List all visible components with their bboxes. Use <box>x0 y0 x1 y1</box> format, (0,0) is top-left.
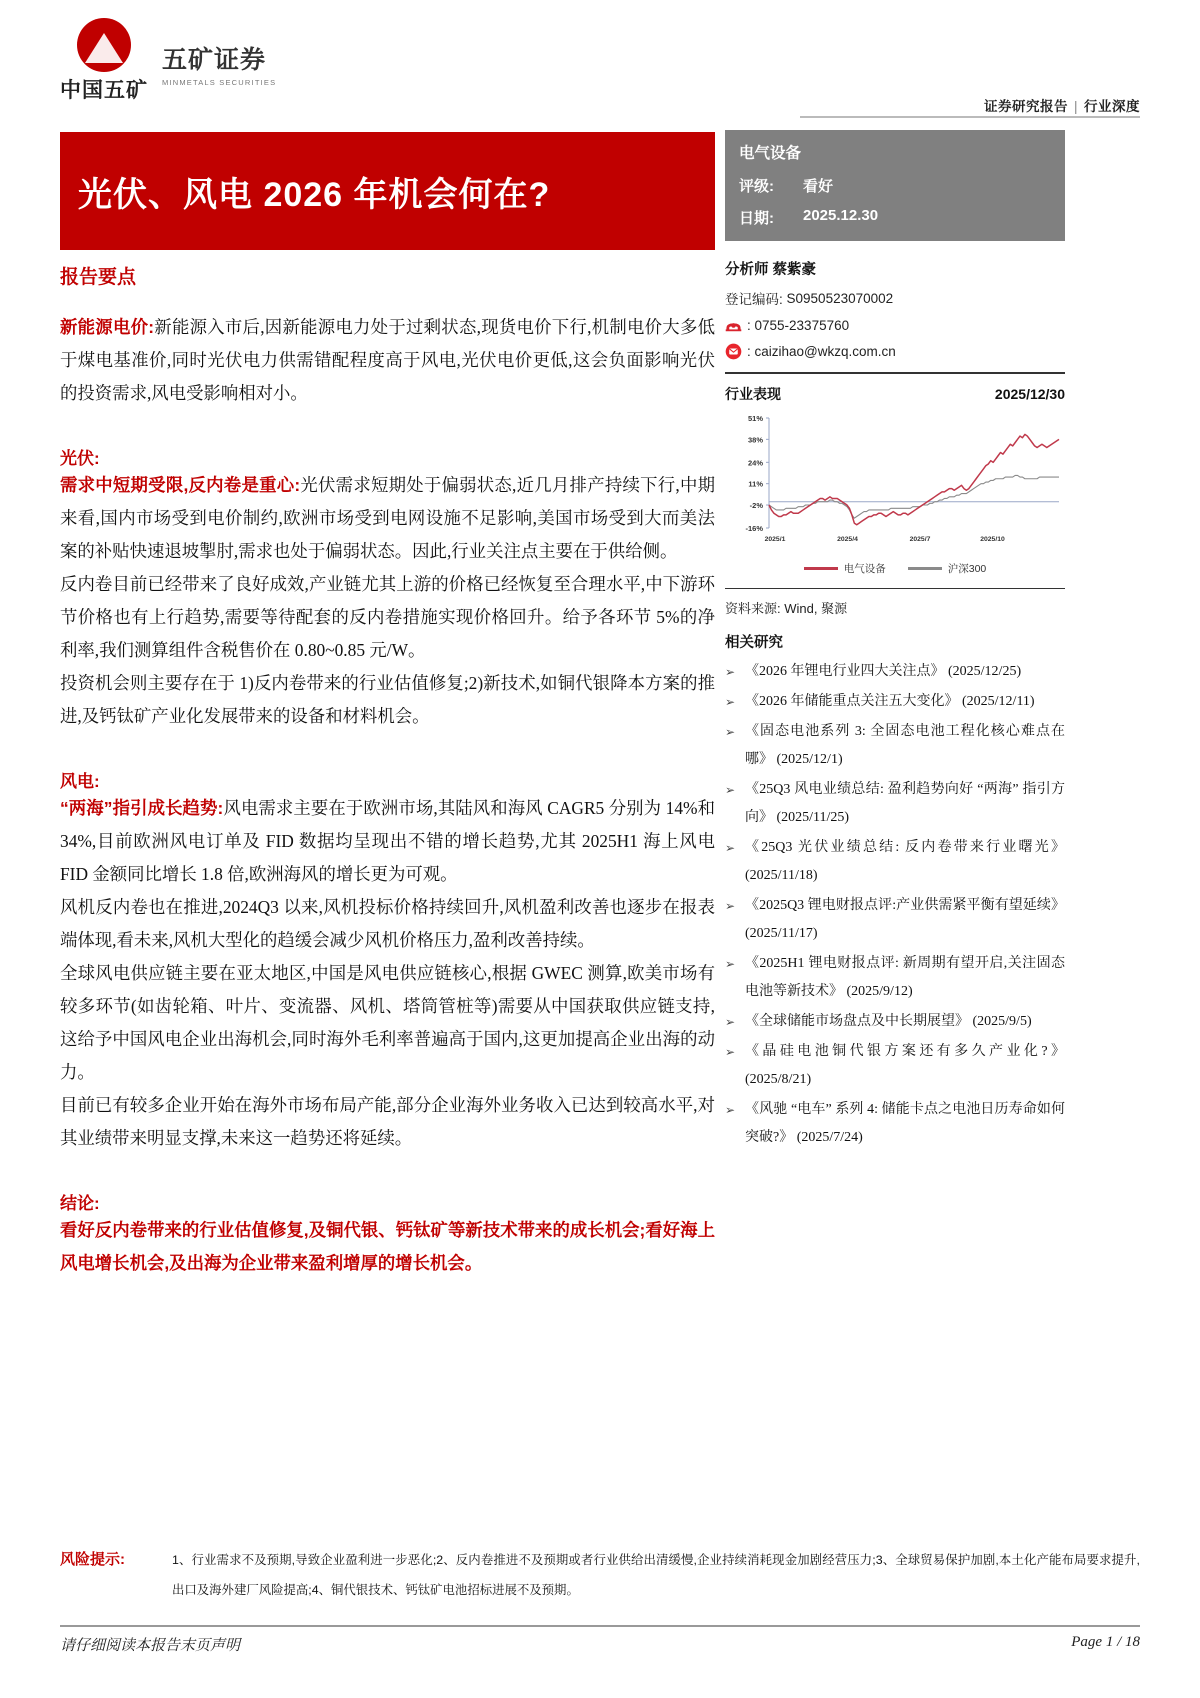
sidebar-column <box>725 130 1065 1154</box>
company-logo <box>60 18 276 104</box>
chart-title: 行业表现 <box>725 385 781 402</box>
related-research-item[interactable] <box>725 1008 1065 1036</box>
lead-wind-demand: “两海”指引成长趋势: <box>60 798 224 818</box>
svg-text:38%: 38% <box>747 434 763 444</box>
telephone-icon <box>725 317 742 334</box>
lead-pv-demand: 需求中短期受限,反内卷是重心: <box>60 475 301 495</box>
rating-row <box>739 175 1051 196</box>
date-value: 2025.12.30 <box>803 207 879 224</box>
related-research-item[interactable] <box>725 776 1065 832</box>
paragraph-pv-opportunity: 投资机会则主要存在于 1)反内卷带来的行业估值修复;2)新技术,如铜代银降本方案的推进,及钙钛矿产业化发展带来的设备和材料机会。 <box>60 673 715 726</box>
svg-text:51%: 51% <box>747 413 763 423</box>
risk-warning <box>60 1545 1140 1605</box>
footer-divider <box>60 1625 1140 1627</box>
svg-text:2025/1: 2025/1 <box>764 535 786 543</box>
related-research-text: 《2025H1 锂电财报点评: 新周期有望开启,关注固态电池等新技术》 (2025/9/12) <box>745 956 1065 999</box>
logo-left-group <box>60 18 148 104</box>
pv-section-heading: 光伏: <box>60 449 100 468</box>
industry-info-box <box>725 130 1065 241</box>
legend-swatch-1 <box>908 567 942 570</box>
related-research-text: 《2026 年锂电行业四大关注点》 (2025/12/25) <box>745 664 1022 679</box>
related-research-item[interactable] <box>725 1096 1065 1152</box>
arrow-bullet-icon: ➢ <box>725 841 736 855</box>
analyst-phone-row <box>725 317 1065 334</box>
chart-source: 资料来源: Wind, 聚源 <box>725 601 848 616</box>
chart-header <box>725 384 1065 404</box>
header-divider <box>800 116 1140 118</box>
page-footer <box>60 1634 1140 1655</box>
logo-company-cn: 中国五矿 <box>60 79 148 102</box>
rating-label: 评级: <box>739 178 774 195</box>
lead-power-price: 新能源电价: <box>60 317 155 337</box>
arrow-bullet-icon: ➢ <box>725 695 736 709</box>
chart-date: 2025/12/30 <box>994 385 1065 402</box>
related-research-item[interactable] <box>725 1038 1065 1094</box>
analyst-block <box>725 258 1065 360</box>
related-research-item[interactable] <box>725 718 1065 774</box>
phone-colon: : <box>747 318 755 333</box>
paragraph-wind-overseas: 目前已有较多企业开始在海外市场布局产能,部分企业海外业务收入已达到较高水平,对其业绩带来明显支撑,未来这一趋势还将延续。 <box>60 1095 715 1148</box>
date-label: 日期: <box>739 210 774 227</box>
arrow-bullet-icon: ➢ <box>725 1103 736 1117</box>
summary-heading: 报告要点 <box>60 267 137 288</box>
summary-column <box>60 262 715 1280</box>
related-research-text: 《全球储能市场盘点及中长期展望》 (2025/9/5) <box>745 1014 1032 1029</box>
conclusion-body: 看好反内卷带来的行业估值修复,及铜代银、钙钛矿等新技术带来的成长机会;看好海上风电增长机会,及出海为企业带来盈利增厚的增长机会。 <box>60 1220 715 1273</box>
text-power-price: 新能源入市后,因新能源电力处于过剩状态,现货电价下行,机制电价大多低于煤电基准价,同时光伏电力供需错配程度高于风电,光伏电价更低,这会负面影响光伏的投资需求,风电受影响相对小。 <box>60 317 716 403</box>
header-separator: | <box>1073 99 1078 114</box>
wind-section-heading: 风电: <box>60 772 100 791</box>
related-research-text: 《风驰 “电车” 系列 4: 储能卡点之电池日历寿命如何突破?》 (2025/7/24) <box>745 1102 1065 1145</box>
email-icon <box>725 343 742 360</box>
arrow-bullet-icon: ➢ <box>725 899 736 913</box>
paragraph-pv-antiinvolution: 反内卷目前已经带来了良好成效,产业链尤其上游的价格已经恢复至合理水平,中下游环节价格也有上行趋势,需要等待配套的反内卷措施实现价格回升。给予各环节 5%的净利率,我们测算组件含税售价在 0.80~0.85 元/W。 <box>60 574 715 660</box>
industry-name: 电气设备 <box>739 145 802 162</box>
arrow-bullet-icon: ➢ <box>725 1045 736 1059</box>
legend-item-0 <box>804 561 886 576</box>
paragraph-wind-demand <box>60 792 715 891</box>
paragraph-wind-supplychain: 全球风电供应链主要在亚太地区,中国是风电供应链核心,根据 GWEC 测算,欧美市场有较多环节(如齿轮箱、叶片、变流器、风机、塔筒管桩等)需要从中国获取供应链支持,这给予中国风电企业出海机会,同时海外毛利率普遍高于国内,这更加提高企业出海的动力。 <box>60 963 715 1082</box>
related-research-text: 《25Q3 光伏业绩总结: 反内卷带来行业曙光》 (2025/11/18) <box>745 840 1065 883</box>
related-research-item[interactable] <box>725 688 1065 716</box>
arrow-bullet-icon: ➢ <box>725 957 736 971</box>
title-banner <box>60 132 715 250</box>
logo-securities-cn: 五矿证券 <box>162 45 267 74</box>
svg-text:2025/7: 2025/7 <box>909 535 931 543</box>
risk-label: 风险提示: <box>60 1551 125 1568</box>
paragraph-power-price <box>60 311 715 410</box>
registration-value: S0950523070002 <box>786 290 894 306</box>
svg-text:11%: 11% <box>748 479 763 489</box>
related-research-text: 《晶硅电池铜代银方案还有多久产业化?》 (2025/8/21) <box>745 1044 1065 1087</box>
footer-page-number: Page 1 / 18 <box>1071 1634 1140 1650</box>
legend-label-1: 沪深300 <box>947 562 987 575</box>
logo-right-group <box>162 40 276 87</box>
chart-svg <box>725 410 1065 550</box>
chart-legend <box>725 561 1065 576</box>
brand-header <box>60 0 1140 100</box>
legend-swatch-0 <box>804 567 838 570</box>
text-pv-demand: 光伏需求短期处于偏弱状态,近几月排产持续下行,中期来看,国内市场受到电价制约,欧洲市场受到电网设施不足影响,美国市场受到大而美法案的补贴快速退坡掣肘,需求也处于偏弱状态。因此,行业关注点主要在于供给侧。 <box>60 475 715 561</box>
doc-category-label: 行业深度 <box>1084 99 1140 114</box>
analyst-phone: 0755-23375760 <box>754 318 850 333</box>
arrow-bullet-icon: ➢ <box>725 1015 736 1029</box>
paragraph-pv-demand <box>60 469 715 568</box>
document-type-header <box>984 95 1140 115</box>
related-research-item[interactable] <box>725 834 1065 890</box>
date-row <box>739 207 1051 228</box>
minmetals-emblem-icon <box>77 18 131 72</box>
related-research-text: 《固态电池系列 3: 全固态电池工程化核心难点在哪》 (2025/12/1) <box>745 724 1065 767</box>
conclusion-heading: 结论: <box>60 1194 100 1213</box>
related-research-text: 《25Q3 风电业绩总结: 盈利趋势向好 “两海” 指引方向》 (2025/11/25) <box>745 782 1065 825</box>
analyst-name: 分析师 蔡紫豪 <box>725 262 817 278</box>
svg-text:24%: 24% <box>747 457 763 467</box>
legend-label-0: 电气设备 <box>843 562 886 575</box>
paragraph-wind-turbine: 风机反内卷也在推进,2024Q3 以来,风机投标价格持续回升,风机盈利改善也逐步在报表端体现,看未来,风机大型化的趋缓会减少风机价格压力,盈利改善持续。 <box>60 897 715 950</box>
arrow-bullet-icon: ➢ <box>725 783 736 797</box>
analyst-email[interactable]: caizihao@wkzq.com.cn <box>754 344 896 359</box>
arrow-bullet-icon: ➢ <box>725 665 736 679</box>
sidebar-divider-chart <box>725 588 1065 590</box>
related-research-text: 《2025Q3 锂电财报点评:产业供需紧平衡有望延续》 (2025/11/17) <box>745 898 1065 941</box>
email-colon: : <box>747 344 755 359</box>
risk-body: 1、行业需求不及预期,导致企业盈利进一步恶化;2、反内卷推进不及预期或者行业供给出清缓慢,企业持续消耗现金加剧经营压力;3、全球贸易保护加剧,本土化产能布局要求提升,出口及海外建厂风险提高;4、铜代银技术、钙钛矿电池招标进展不及预期。 <box>172 1553 1140 1597</box>
svg-text:-2%: -2% <box>749 500 763 510</box>
related-research-text: 《2026 年储能重点关注五大变化》 (2025/12/11) <box>745 694 1035 709</box>
svg-text:2025/10: 2025/10 <box>980 535 1005 543</box>
legend-item-1 <box>908 561 987 576</box>
analyst-email-row <box>725 343 1065 360</box>
related-research-item[interactable] <box>725 892 1065 948</box>
related-research-item[interactable] <box>725 950 1065 1006</box>
arrow-bullet-icon: ➢ <box>725 725 736 739</box>
analyst-registration <box>725 288 1065 308</box>
industry-performance-chart <box>725 410 1065 555</box>
related-research-title: 相关研究 <box>725 635 783 651</box>
text-wind-demand: 风电需求主要在于欧洲市场,其陆风和海风 CAGR5 分别为 14%和 34%,目前欧洲风电订单及 FID 数据均呈现出不错的增长趋势,尤其 2025H1 海上风电 FID 金额同比增长 1.8 倍,欧洲海风的增长更为可观。 <box>60 798 715 884</box>
footer-disclaimer: 请仔细阅读本报告末页声明 <box>60 1638 241 1654</box>
svg-text:-16%: -16% <box>745 523 763 533</box>
doc-type-label: 证券研究报告 <box>983 99 1068 114</box>
page-title: 光伏、风电 2026 年机会何在? <box>78 175 551 214</box>
registration-label: 登记编码: <box>725 292 783 307</box>
sidebar-divider-top <box>725 372 1065 374</box>
svg-text:2025/4: 2025/4 <box>837 535 858 543</box>
related-research-item[interactable] <box>725 658 1065 686</box>
logo-securities-en: MINMETALS SECURITIES <box>162 77 277 87</box>
related-research-list <box>725 658 1065 1152</box>
rating-value: 看好 <box>803 178 834 195</box>
